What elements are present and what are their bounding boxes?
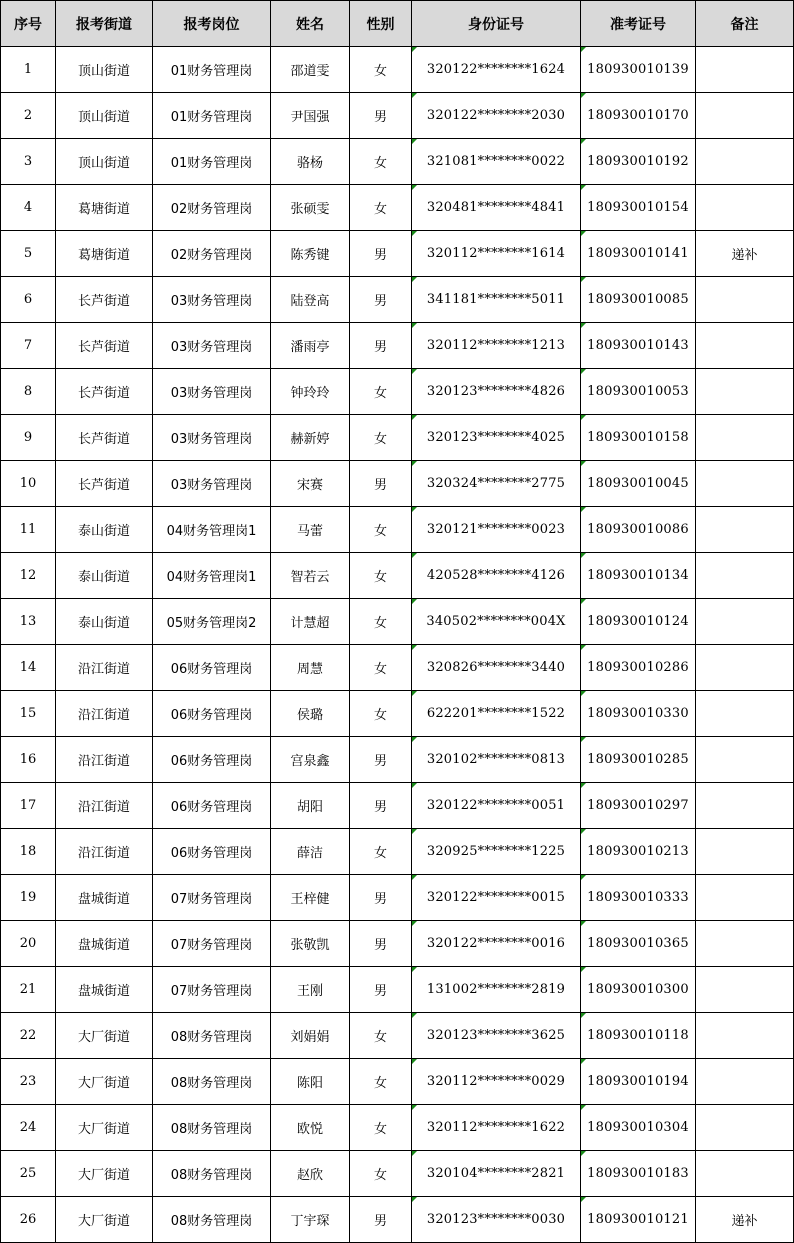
cell-sex[interactable]: 女 [350, 369, 412, 415]
cell-no[interactable]: 14 [1, 645, 56, 691]
cell-post[interactable]: 06财务管理岗 [153, 691, 271, 737]
cell-street[interactable]: 泰山街道 [56, 553, 153, 599]
cell-no[interactable]: 2 [1, 93, 56, 139]
table-row [1, 691, 794, 737]
cell-post[interactable]: 06财务管理岗 [153, 783, 271, 829]
cell-sex[interactable]: 女 [350, 829, 412, 875]
cell-sex[interactable]: 女 [350, 139, 412, 185]
cell-street[interactable]: 顶山街道 [56, 47, 153, 93]
cell-ticket-number[interactable]: 180930010121 [581, 1197, 696, 1243]
cell-no[interactable]: 7 [1, 323, 56, 369]
cell-street[interactable]: 长芦街道 [56, 369, 153, 415]
cell-post[interactable]: 04财务管理岗1 [153, 553, 271, 599]
cell-street[interactable]: 盘城街道 [56, 875, 153, 921]
cell-post[interactable]: 08财务管理岗 [153, 1013, 271, 1059]
cell-sex[interactable]: 男 [350, 921, 412, 967]
cell-ticket-number[interactable]: 180930010194 [581, 1059, 696, 1105]
cell-no[interactable]: 17 [1, 783, 56, 829]
cell-sex[interactable]: 女 [350, 1105, 412, 1151]
cell-name[interactable]: 智若云 [271, 553, 350, 599]
cell-street[interactable]: 大厂街道 [56, 1013, 153, 1059]
cell-id-number[interactable]: 320104********2821 [412, 1151, 581, 1197]
header-cell-ticket[interactable]: 准考证号 [581, 1, 696, 47]
cell-sex[interactable]: 男 [350, 461, 412, 507]
cell-sex[interactable]: 女 [350, 645, 412, 691]
cell-name[interactable]: 赵欣 [271, 1151, 350, 1197]
cell-note[interactable] [696, 645, 794, 691]
cell-note[interactable] [696, 369, 794, 415]
cell-name[interactable]: 计慧超 [271, 599, 350, 645]
cell-sex[interactable]: 女 [350, 415, 412, 461]
cell-ticket-number[interactable]: 180930010085 [581, 277, 696, 323]
table-row [1, 47, 794, 93]
cell-id-number[interactable]: 320123********0030 [412, 1197, 581, 1243]
cell-name[interactable]: 周慧 [271, 645, 350, 691]
cell-ticket-number[interactable]: 180930010086 [581, 507, 696, 553]
cell-ticket-number[interactable]: 180930010045 [581, 461, 696, 507]
cell-no[interactable]: 10 [1, 461, 56, 507]
cell-name[interactable]: 骆杨 [271, 139, 350, 185]
header-cell-id[interactable]: 身份证号 [412, 1, 581, 47]
header-cell-post[interactable]: 报考岗位 [153, 1, 271, 47]
cell-street[interactable]: 大厂街道 [56, 1197, 153, 1243]
cell-id-number[interactable]: 320112********1622 [412, 1105, 581, 1151]
cell-street[interactable]: 沿江街道 [56, 783, 153, 829]
cell-sex[interactable]: 男 [350, 231, 412, 277]
cell-post[interactable]: 03财务管理岗 [153, 369, 271, 415]
cell-id-number[interactable]: 320112********1614 [412, 231, 581, 277]
cell-name[interactable]: 陈阳 [271, 1059, 350, 1105]
cell-street[interactable]: 沿江街道 [56, 737, 153, 783]
cell-note[interactable] [696, 47, 794, 93]
cell-note[interactable] [696, 737, 794, 783]
cell-name[interactable]: 赫新婷 [271, 415, 350, 461]
cell-sex[interactable]: 女 [350, 691, 412, 737]
cell-note[interactable] [696, 1105, 794, 1151]
cell-id-number[interactable]: 320112********0029 [412, 1059, 581, 1105]
cell-street[interactable]: 大厂街道 [56, 1151, 153, 1197]
table-row [1, 231, 794, 277]
cell-no[interactable]: 5 [1, 231, 56, 277]
cell-id-number[interactable]: 320122********0015 [412, 875, 581, 921]
cell-ticket-number[interactable]: 180930010192 [581, 139, 696, 185]
header-cell-note[interactable]: 备注 [696, 1, 794, 47]
cell-note[interactable] [696, 599, 794, 645]
cell-sex[interactable]: 女 [350, 507, 412, 553]
cell-id-number[interactable]: 321081********0022 [412, 139, 581, 185]
cell-no[interactable]: 25 [1, 1151, 56, 1197]
cell-ticket-number[interactable]: 180930010170 [581, 93, 696, 139]
cell-post[interactable]: 07财务管理岗 [153, 875, 271, 921]
cell-id-number[interactable]: 131002********2819 [412, 967, 581, 1013]
table-row [1, 737, 794, 783]
cell-id-number[interactable]: 320925********1225 [412, 829, 581, 875]
cell-ticket-number[interactable]: 180930010154 [581, 185, 696, 231]
cell-post[interactable]: 08财务管理岗 [153, 1105, 271, 1151]
cell-street[interactable]: 长芦街道 [56, 323, 153, 369]
cell-note[interactable] [696, 277, 794, 323]
cell-sex[interactable]: 女 [350, 599, 412, 645]
cell-id-number[interactable]: 320826********3440 [412, 645, 581, 691]
cell-no[interactable]: 12 [1, 553, 56, 599]
cell-id-number[interactable]: 320122********0051 [412, 783, 581, 829]
cell-post[interactable]: 01财务管理岗 [153, 93, 271, 139]
cell-note[interactable] [696, 507, 794, 553]
cell-post[interactable]: 02财务管理岗 [153, 185, 271, 231]
cell-post[interactable]: 07财务管理岗 [153, 967, 271, 1013]
cell-sex[interactable]: 男 [350, 1197, 412, 1243]
cell-note[interactable] [696, 875, 794, 921]
cell-note[interactable] [696, 415, 794, 461]
cell-no[interactable]: 18 [1, 829, 56, 875]
cell-note[interactable] [696, 93, 794, 139]
cell-name[interactable]: 邵道雯 [271, 47, 350, 93]
table-row [1, 645, 794, 691]
table-row [1, 461, 794, 507]
cell-note[interactable] [696, 553, 794, 599]
cell-no[interactable]: 8 [1, 369, 56, 415]
cell-name[interactable]: 丁宇琛 [271, 1197, 350, 1243]
table-row [1, 323, 794, 369]
cell-street[interactable]: 葛塘街道 [56, 185, 153, 231]
cell-street[interactable]: 沿江街道 [56, 829, 153, 875]
cell-sex[interactable]: 男 [350, 967, 412, 1013]
table-row [1, 1013, 794, 1059]
cell-note[interactable]: 递补 [696, 1197, 794, 1243]
header-row [1, 1, 794, 47]
cell-name[interactable]: 刘娟娟 [271, 1013, 350, 1059]
cell-sex[interactable]: 女 [350, 553, 412, 599]
cell-post[interactable]: 06财务管理岗 [153, 829, 271, 875]
cell-name[interactable]: 张硕雯 [271, 185, 350, 231]
table-row [1, 967, 794, 1013]
table-row [1, 829, 794, 875]
cell-post[interactable]: 04财务管理岗1 [153, 507, 271, 553]
cell-ticket-number[interactable]: 180930010304 [581, 1105, 696, 1151]
cell-id-number[interactable]: 340502********004X [412, 599, 581, 645]
cell-street[interactable]: 顶山街道 [56, 139, 153, 185]
cell-ticket-number[interactable]: 180930010333 [581, 875, 696, 921]
cell-street[interactable]: 葛塘街道 [56, 231, 153, 277]
cell-street[interactable]: 盘城街道 [56, 921, 153, 967]
cell-post[interactable]: 02财务管理岗 [153, 231, 271, 277]
cell-no[interactable]: 24 [1, 1105, 56, 1151]
table-row [1, 507, 794, 553]
cell-ticket-number[interactable]: 180930010053 [581, 369, 696, 415]
cell-sex[interactable]: 女 [350, 1059, 412, 1105]
table-row [1, 185, 794, 231]
cell-post[interactable]: 03财务管理岗 [153, 461, 271, 507]
cell-id-number[interactable]: 320123********3625 [412, 1013, 581, 1059]
cell-sex[interactable]: 男 [350, 323, 412, 369]
cell-ticket-number[interactable]: 180930010118 [581, 1013, 696, 1059]
header-cell-sex[interactable]: 性别 [350, 1, 412, 47]
table-body [1, 47, 794, 1243]
cell-id-number[interactable]: 320123********4025 [412, 415, 581, 461]
cell-street[interactable]: 沿江街道 [56, 645, 153, 691]
cell-sex[interactable]: 男 [350, 783, 412, 829]
cell-street[interactable]: 泰山街道 [56, 599, 153, 645]
cell-post[interactable]: 06财务管理岗 [153, 737, 271, 783]
cell-name[interactable]: 侯璐 [271, 691, 350, 737]
cell-name[interactable]: 尹国强 [271, 93, 350, 139]
cell-sex[interactable]: 女 [350, 1013, 412, 1059]
cell-note[interactable] [696, 783, 794, 829]
cell-street[interactable]: 沿江街道 [56, 691, 153, 737]
cell-ticket-number[interactable]: 180930010124 [581, 599, 696, 645]
cell-post[interactable]: 06财务管理岗 [153, 645, 271, 691]
cell-post[interactable]: 03财务管理岗 [153, 277, 271, 323]
cell-post[interactable]: 08财务管理岗 [153, 1059, 271, 1105]
cell-ticket-number[interactable]: 180930010141 [581, 231, 696, 277]
cell-post[interactable]: 03财务管理岗 [153, 415, 271, 461]
cell-id-number[interactable]: 320122********1624 [412, 47, 581, 93]
cell-street[interactable]: 盘城街道 [56, 967, 153, 1013]
cell-note[interactable]: 递补 [696, 231, 794, 277]
cell-name[interactable]: 胡阳 [271, 783, 350, 829]
cell-id-number[interactable]: 622201********1522 [412, 691, 581, 737]
cell-name[interactable]: 马蕾 [271, 507, 350, 553]
cell-sex[interactable]: 女 [350, 47, 412, 93]
cell-ticket-number[interactable]: 180930010365 [581, 921, 696, 967]
cell-sex[interactable]: 男 [350, 875, 412, 921]
cell-sex[interactable]: 女 [350, 185, 412, 231]
cell-name[interactable]: 欧悦 [271, 1105, 350, 1151]
table-row [1, 1105, 794, 1151]
table-row [1, 139, 794, 185]
cell-note[interactable] [696, 921, 794, 967]
cell-name[interactable]: 钟玲玲 [271, 369, 350, 415]
cell-post[interactable]: 03财务管理岗 [153, 323, 271, 369]
cell-no[interactable]: 22 [1, 1013, 56, 1059]
header-cell-name[interactable]: 姓名 [271, 1, 350, 47]
cell-name[interactable]: 王梓健 [271, 875, 350, 921]
table-row [1, 1197, 794, 1243]
cell-ticket-number[interactable]: 180930010300 [581, 967, 696, 1013]
cell-id-number[interactable]: 320122********0016 [412, 921, 581, 967]
cell-note[interactable] [696, 829, 794, 875]
cell-street[interactable]: 泰山街道 [56, 507, 153, 553]
cell-no[interactable]: 13 [1, 599, 56, 645]
cell-no[interactable]: 1 [1, 47, 56, 93]
cell-street[interactable]: 大厂街道 [56, 1059, 153, 1105]
cell-note[interactable] [696, 139, 794, 185]
cell-ticket-number[interactable]: 180930010183 [581, 1151, 696, 1197]
cell-name[interactable]: 陆登高 [271, 277, 350, 323]
cell-street[interactable]: 顶山街道 [56, 93, 153, 139]
table-row [1, 277, 794, 323]
table-row [1, 921, 794, 967]
cell-id-number[interactable]: 320123********4826 [412, 369, 581, 415]
cell-note[interactable] [696, 1059, 794, 1105]
cell-ticket-number[interactable]: 180930010134 [581, 553, 696, 599]
header-cell-street[interactable]: 报考街道 [56, 1, 153, 47]
cell-post[interactable]: 08财务管理岗 [153, 1151, 271, 1197]
table-row [1, 553, 794, 599]
cell-ticket-number[interactable]: 180930010297 [581, 783, 696, 829]
table-row [1, 875, 794, 921]
cell-id-number[interactable]: 320481********4841 [412, 185, 581, 231]
cell-name[interactable]: 薛洁 [271, 829, 350, 875]
cell-post[interactable]: 05财务管理岗2 [153, 599, 271, 645]
cell-no[interactable]: 16 [1, 737, 56, 783]
cell-id-number[interactable]: 320324********2775 [412, 461, 581, 507]
table-row [1, 369, 794, 415]
cell-id-number[interactable]: 320121********0023 [412, 507, 581, 553]
cell-id-number[interactable]: 320112********1213 [412, 323, 581, 369]
cell-id-number[interactable]: 341181********5011 [412, 277, 581, 323]
table-row [1, 783, 794, 829]
cell-note[interactable] [696, 1151, 794, 1197]
cell-note[interactable] [696, 461, 794, 507]
cell-no[interactable]: 4 [1, 185, 56, 231]
cell-ticket-number[interactable]: 180930010213 [581, 829, 696, 875]
cell-note[interactable] [696, 323, 794, 369]
cell-id-number[interactable]: 420528********4126 [412, 553, 581, 599]
cell-name[interactable]: 王刚 [271, 967, 350, 1013]
table-row [1, 93, 794, 139]
cell-no[interactable]: 21 [1, 967, 56, 1013]
cell-name[interactable]: 宋赛 [271, 461, 350, 507]
cell-name[interactable]: 潘雨亭 [271, 323, 350, 369]
cell-no[interactable]: 6 [1, 277, 56, 323]
cell-id-number[interactable]: 320102********0813 [412, 737, 581, 783]
cell-ticket-number[interactable]: 180930010286 [581, 645, 696, 691]
cell-ticket-number[interactable]: 180930010143 [581, 323, 696, 369]
cell-note[interactable] [696, 691, 794, 737]
cell-name[interactable]: 陈秀键 [271, 231, 350, 277]
cell-no[interactable]: 15 [1, 691, 56, 737]
cell-no[interactable]: 9 [1, 415, 56, 461]
cell-note[interactable] [696, 185, 794, 231]
cell-no[interactable]: 20 [1, 921, 56, 967]
cell-post[interactable]: 07财务管理岗 [153, 921, 271, 967]
table-row [1, 1151, 794, 1197]
cell-note[interactable] [696, 967, 794, 1013]
cell-sex[interactable]: 男 [350, 93, 412, 139]
cell-ticket-number[interactable]: 180930010158 [581, 415, 696, 461]
cell-street[interactable]: 大厂街道 [56, 1105, 153, 1151]
cell-no[interactable]: 23 [1, 1059, 56, 1105]
table-row [1, 415, 794, 461]
cell-note[interactable] [696, 1013, 794, 1059]
cell-no[interactable]: 3 [1, 139, 56, 185]
cell-no[interactable]: 26 [1, 1197, 56, 1243]
cell-sex[interactable]: 男 [350, 277, 412, 323]
cell-street[interactable]: 长芦街道 [56, 461, 153, 507]
cell-ticket-number[interactable]: 180930010139 [581, 47, 696, 93]
cell-post[interactable]: 01财务管理岗 [153, 47, 271, 93]
cell-sex[interactable]: 女 [350, 1151, 412, 1197]
cell-id-number[interactable]: 320122********2030 [412, 93, 581, 139]
cell-street[interactable]: 长芦街道 [56, 277, 153, 323]
cell-ticket-number[interactable]: 180930010330 [581, 691, 696, 737]
table-row [1, 599, 794, 645]
cell-sex[interactable]: 男 [350, 737, 412, 783]
cell-ticket-number[interactable]: 180930010285 [581, 737, 696, 783]
cell-no[interactable]: 11 [1, 507, 56, 553]
table-row [1, 1059, 794, 1105]
cell-street[interactable]: 长芦街道 [56, 415, 153, 461]
cell-post[interactable]: 08财务管理岗 [153, 1197, 271, 1243]
cell-post[interactable]: 01财务管理岗 [153, 139, 271, 185]
cell-name[interactable]: 宫泉鑫 [271, 737, 350, 783]
cell-no[interactable]: 19 [1, 875, 56, 921]
header-cell-no[interactable]: 序号 [1, 1, 56, 47]
cell-name[interactable]: 张敬凯 [271, 921, 350, 967]
